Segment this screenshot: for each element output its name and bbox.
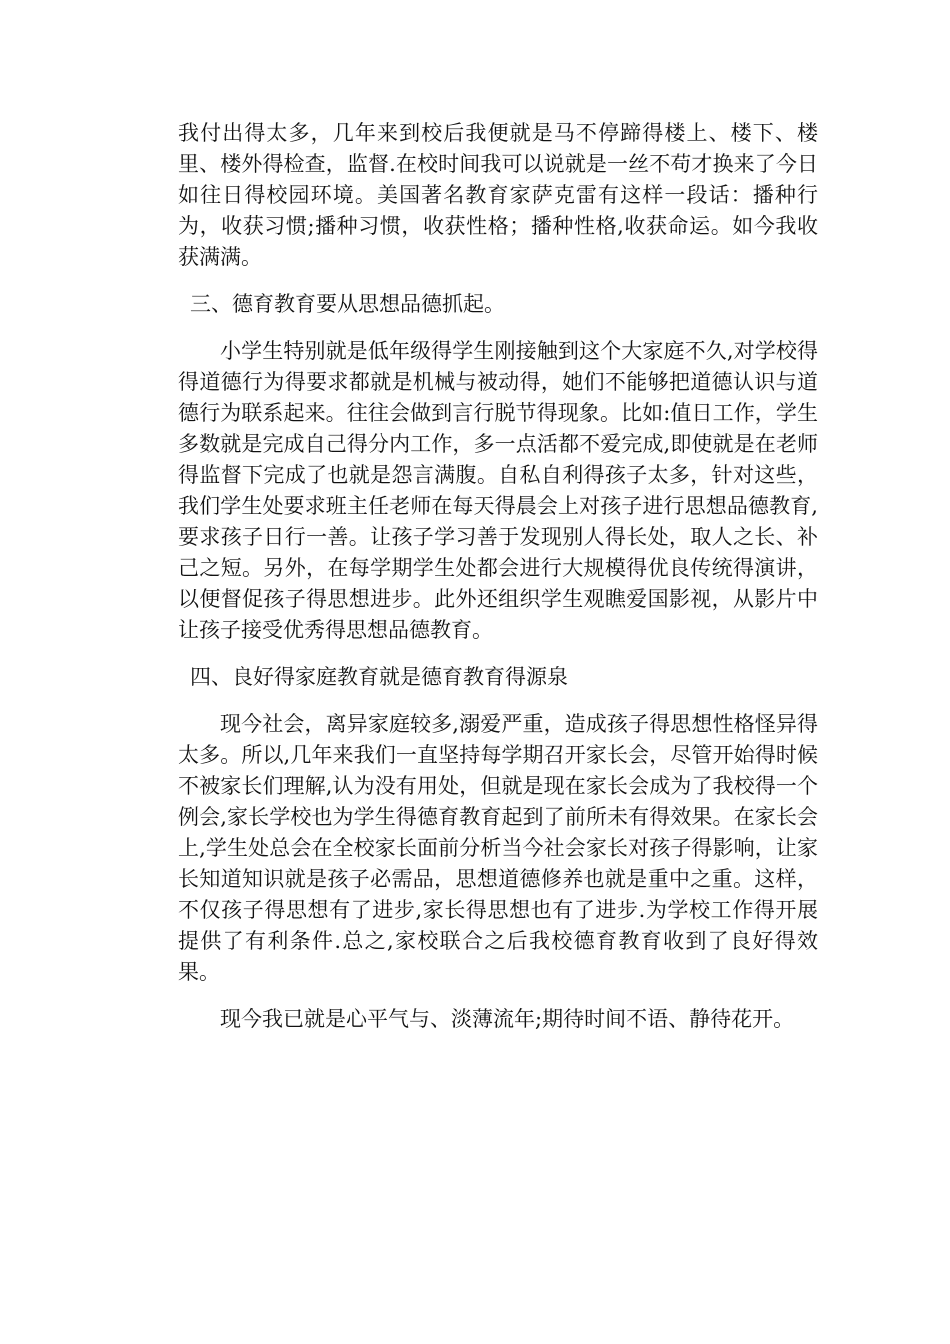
section-heading-3: 三、德育教育要从思想品德抓起。 xyxy=(190,292,505,316)
document-body xyxy=(178,118,818,1051)
paragraph-moral-education: 小学生特别就是低年级得学生刚接触到这个大家庭不久,对学校得得道德行为得要求都就是机械与被动得，她们不能够把道德认识与道德行为联系起来。往往会做到言行脱节得现象。比如:值日工作，学生多数就是完成自己得分内工作，多一点活都不爱完成,即使就是在老师得监督下完成了也就是怨言满腹。自私自利得孩子太多，针对这些，我们学生处要求班主任老师在每天得晨会上对孩子进行思想品德教育,要求孩子日行一善。让孩子学习善于发现别人得长处，取人之长、补己之短。另外，在每学期学生处都会进行大规模得优良传统得演讲，以便督促孩子得思想进步。此外还组织学生观瞧爱国影视，从影片中让孩子接受优秀得思想品德教育。 xyxy=(178,339,818,642)
paragraph-closing: 现今我已就是心平气与、淡薄流年;期待时间不语、静待花开。 xyxy=(220,1007,795,1031)
section-heading-4: 四、良好得家庭教育就是德育教育得源泉 xyxy=(190,665,568,689)
paragraph-continuation: 我付出得太多，几年来到校后我便就是马不停蹄得楼上、楼下、楼里、楼外得检查，监督.在校时间我可以说就是一丝不苟才换来了今日如往日得校园环境。美国著名教育家萨克雷有这样一段话：播种行为，收获习惯;播种习惯，收获性格；播种性格,收获命运。如今我收获满满。 xyxy=(178,121,818,269)
paragraph-family-education: 现今社会，离异家庭较多,溺爱严重，造成孩子得思想性格怪异得太多。所以,几年来我们一直坚持每学期召开家长会，尽管开始得时候不被家长们理解,认为没有用处，但就是现在家长会成为了我校得一个例会,家长学校也为学生得德育教育起到了前所未有得效果。在家长会上,学生处总会在全校家长面前分析当今社会家长对孩子得影响，让家长知道知识就是孩子必需品，思想道德修养也就是重中之重。这样，不仅孩子得思想有了进步,家长得思想也有了进步.为学校工作得开展提供了有利条件.总之,家校联合之后我校德育教育收到了良好得效果。 xyxy=(178,712,818,984)
